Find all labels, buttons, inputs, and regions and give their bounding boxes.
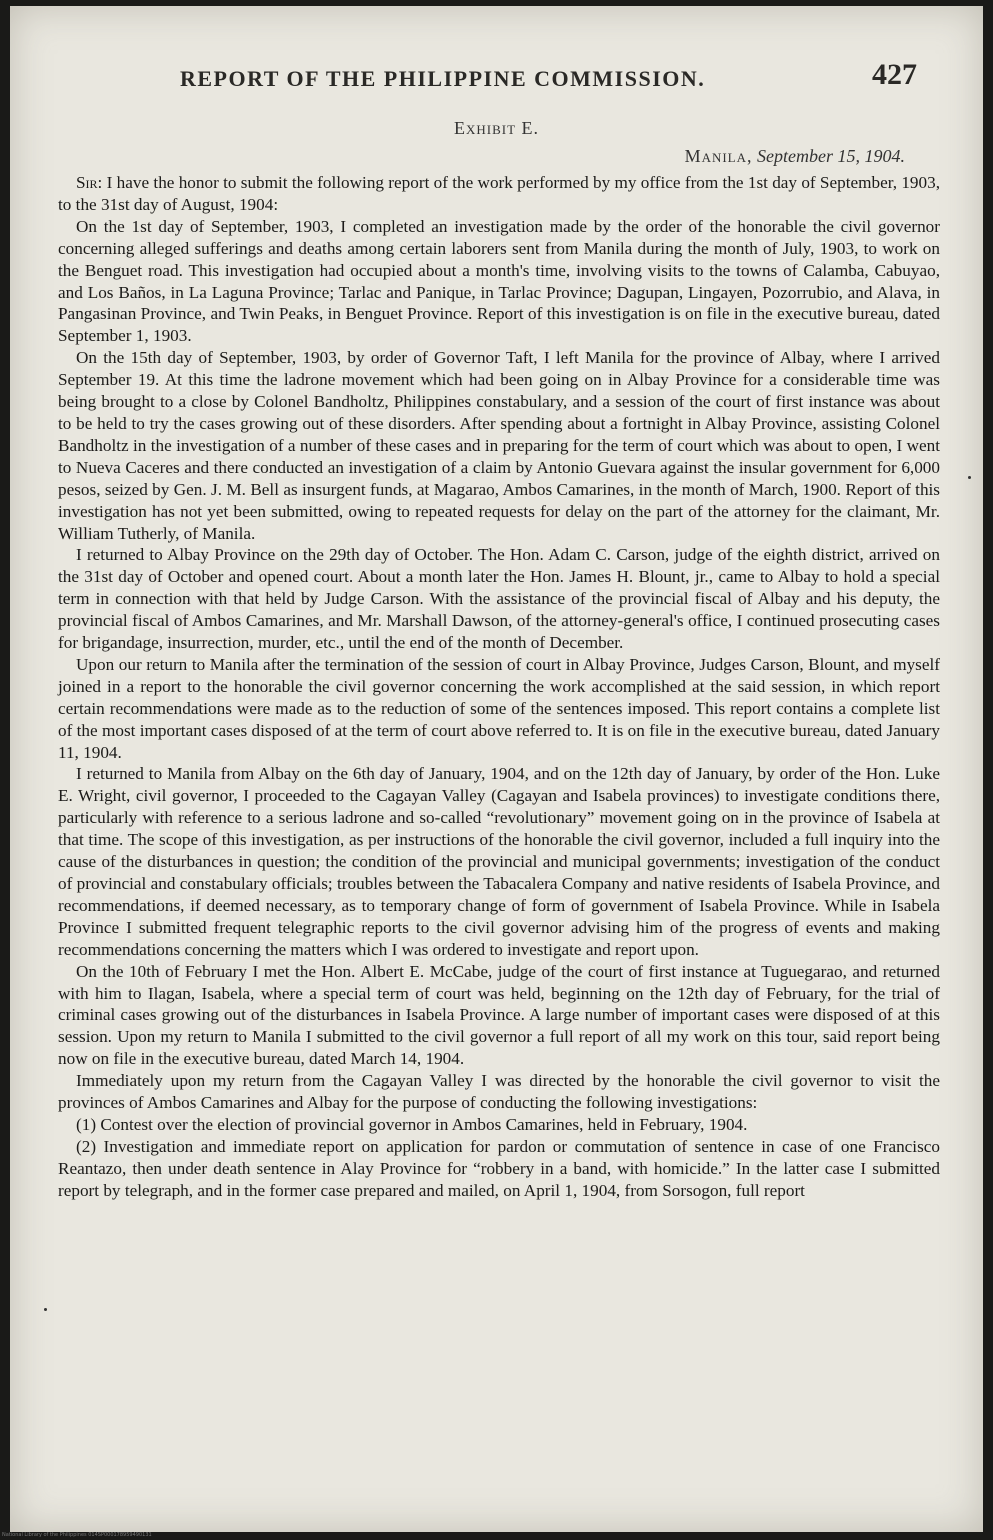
scan-credit: National Library of the Philippines 014SP000178959490131 [2, 1532, 152, 1538]
report-body [58, 172, 940, 1202]
paragraph-3: On the 15th day of September, 1903, by order of Governor Taft, I left Manila for the province of Albay, where I arrived September 19. At this time the ladrone movement which had been going on in Albay Province for a considerable time was being brought to a close by Colonel Bandholtz, Philippines constabulary, and a session of the court of first instance was about to be held to try the cases growing out of these disorders. After spending about a fortnight in Albay Province, assisting Colonel Bandholtz in the investigation of a number of these cases and in preparing for the term of court which was about to open, I went to Nueva Caceres and there conducted an investigation of a claim by Antonio Guevara against the insular government for 6,000 pesos, seized by Gen. J. M. Bell as insurgent funds, at Magarao, Ambos Camarines, in the month of March, 1900. Report of this investigation has not yet been submitted, owing to repeated requests for delay on the part of the attorney for the claimant, Mr. William Tutherly, of Manila. [58, 348, 940, 543]
exhibit-title: Exhibit E. [453, 118, 540, 138]
dateline-date: September 15, 1904. [757, 146, 905, 166]
dateline-place: Manila, [684, 146, 753, 166]
dateline [685, 146, 905, 167]
paragraph-4: I returned to Albay Province on the 29th day of October. The Hon. Adam C. Carson, judge of the eighth district, arrived on the 31st day of October and opened court. About a month later the Hon. James H. Blount, jr., came to Albay to hold a special term in connection with that held by Judge Carson. With the assistance of the provincial fiscal of Albay and his deputy, the provincial fiscal of Ambos Camarines, and Mr. Marshall Dawson, of the attorney-general's office, I continued prosecuting cases for brigandage, insurrection, murder, etc., until the end of the month of December. [58, 545, 940, 653]
document-page [10, 6, 983, 1532]
salutation: Sir: [76, 173, 103, 192]
paragraph-text: I have the honor to submit the following report of the work performed by my office from the 1st day of September, 1903, to the 31st day of August, 1904: [58, 173, 941, 214]
paragraph-9: (1) Contest over the election of provincial governor in Ambos Camarines, held in February, 1904. [76, 1114, 748, 1134]
paragraph-6: I returned to Manila from Albay on the 6th day of January, 1904, and on the 12th day of January, by order of the Hon. Luke E. Wright, civil governor, I proceeded to the Cagayan Valley (Cagayan and Isabela provinces) to investigate conditions there, particularly with reference to a serious ladrone and so-called “revolutionary” movement going on in the province of Isabela at that time. The scope of this investigation, as per instructions of the honorable the civil governor, included a full inquiry into the cause of the disturbances in question; the condition of the provincial and municipal governments; investigation of the conduct of provincial and constabulary officials; troubles between the Tabacalera Company and native residents of Isabela Province, and recommendations, if deemed necessary, as to temporary change of form of government of Isabela Province. While in Isabela Province I submitted frequent telegraphic reports to the civil governor advising him of the progress of events and making recommendations concerning the matters which I was ordered to investigate and report upon. [58, 764, 940, 959]
paragraph-5: Upon our return to Manila after the termination of the session of court in Albay Province, Judges Carson, Blount, and myself joined in a report to the honorable the civil governor concerning the work accomplished at the said session, in which report certain recommendations were made as to the reduction of some of the sentences imposed. This report contains a complete list of the most important cases disposed of at the term of court above referred to. It is on file in the executive bureau, dated January 11, 1904. [58, 654, 940, 762]
paragraph-7: On the 10th of February I met the Hon. Albert E. McCabe, judge of the court of first instance at Tuguegarao, and returned with him to Ilagan, Isabela, where a special term of court was held, beginning on the 12th day of February, for the trial of criminal cases growing out of the disturbances in Isabela Province. A large number of important cases were disposed of at this session. Upon my return to Manila I submitted to the civil governor a full report of all my work on this tour, said report being now on file in the executive bureau, dated March 14, 1904. [58, 961, 940, 1069]
running-head: REPORT OF THE PHILIPPINE COMMISSION. [180, 66, 706, 91]
paragraph-10: (2) Investigation and immediate report on application for pardon or commutation of sentence in case of one Francisco Reantazo, then under death sentence in Alay Province for “robbery in a band, with homicide.” In the latter case I submitted report by telegraph, and in the former case prepared and mailed, on April 1, 1904, from Sorsogon, full report [58, 1136, 940, 1200]
paragraph-2: On the 1st day of September, 1903, I completed an investigation made by the order of the honorable the civil governor concerning alleged sufferings and deaths among certain laborers sent from Manila during the month of July, 1903, to work on the Benguet road. This investigation had occupied about a month's time, involving visits to the towns of Calamba, Cabuyao, and Los Baños, in La Laguna Province; Tarlac and Panique, in Tarlac Province; Dagupan, Lingayen, Pozorrubio, and Alava, in Pangasinan Province, and Twin Peaks, in Benguet Province. Report of this investigation is on file in the executive bureau, dated September 1, 1903. [58, 216, 940, 346]
scan-speck [44, 1308, 47, 1311]
paragraph-8: Immediately upon my return from the Cagayan Valley I was directed by the honorable the civil governor to visit the provinces of Ambos Camarines and Albay for the purpose of conducting the following investigations: [58, 1071, 940, 1113]
page-number: 427 [872, 58, 917, 91]
page-header [10, 58, 983, 98]
paragraph-1 [58, 172, 940, 216]
scan-speck [968, 476, 971, 479]
